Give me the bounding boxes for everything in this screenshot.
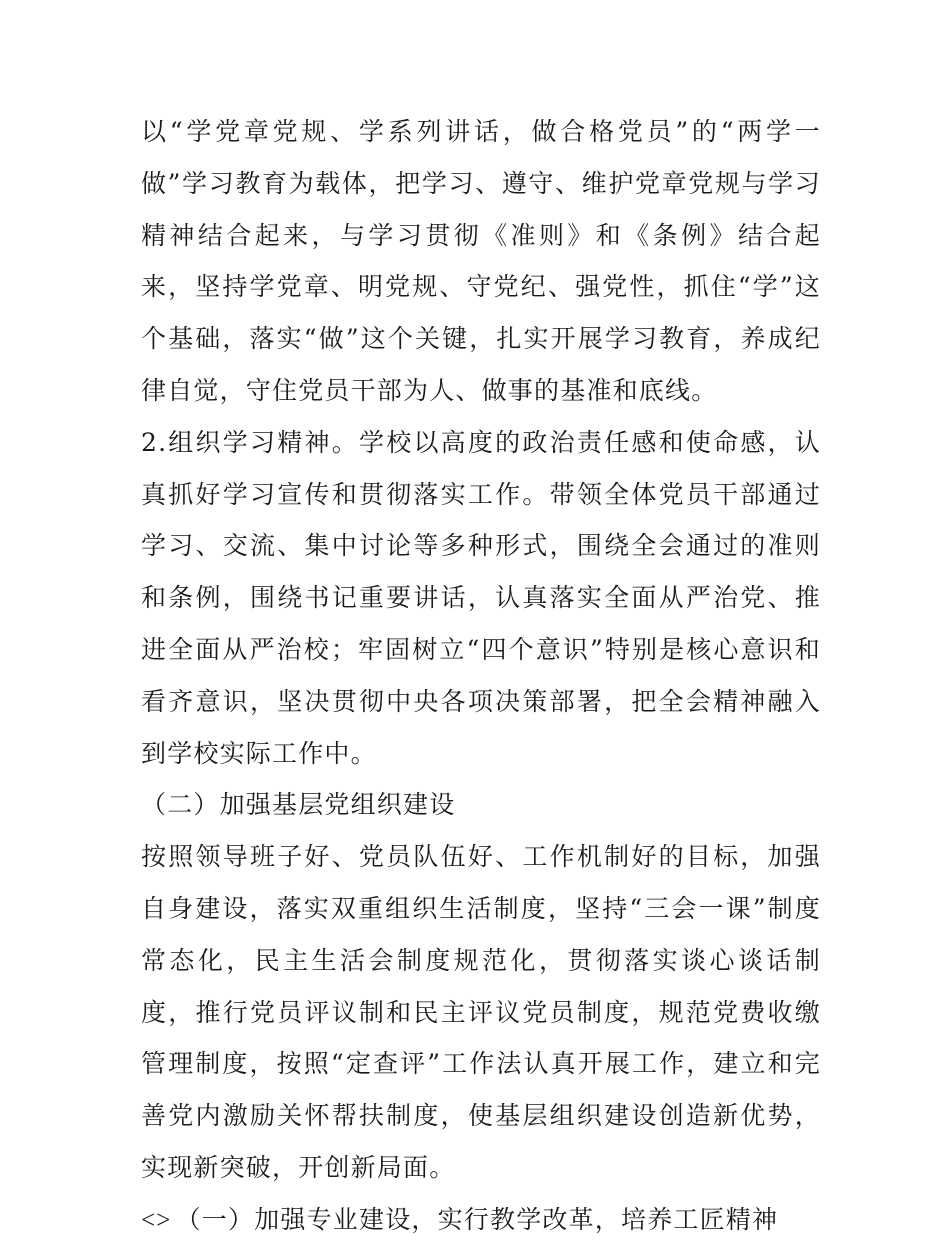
heading-marker: <> — [141, 1206, 172, 1234]
paragraph-two-studies-one-action: 以“学党章党规、学系列讲话，做合格党员”的“两学一做”学习教育为载体，把学习、遵守、维护党章党规与学习精神结合起来，与学习贯彻《准则》和《条例》结合起来，坚持学党章、明党规、守党纪、强党性，抓住“学”这个基础，落实“做”这个关键，扎实开展学习教育，养成纪律自觉，守住党员干部为人、做事的基准和底线。 — [141, 117, 821, 405]
section-heading-professional-text: （一）加强专业建设，实行教学改革，培养工匠精神 — [175, 1204, 779, 1234]
paragraph-study-spirit: 2.组织学习精神。学校以高度的政治责任感和使命感，认真抓好学习宣传和贯彻落实工作。带领全体党员干部通过学习、交流、集中讨论等多种形式，围绕全会通过的准则和条例，围绕书记重要讲话，认真落实全面从严治党、推进全面从严治校；牢固树立“四个意识”特别是核心意识和看齐意识，坚决贯彻中央各项决策部署，把全会精神融入到学校实际工作中。 — [141, 427, 821, 768]
section-heading-professional — [141, 1194, 821, 1247]
paragraph-grassroots-building: 按照领导班子好、党员队伍好、工作机制好的目标，加强自身建设，落实双重组织生活制度，坚持“三会一课”制度常态化，民主生活会制度规范化，贯彻落实谈心谈话制度，推行党员评议制和民主评议党员制度，规范党费收缴管理制度，按照“定查评”工作法认真开展工作，建立和完善党内激励关怀帮扶制度，使基层组织建设创造新优势，实现新突破，开创新局面。 — [141, 842, 821, 1182]
section-heading-grassroots: （二）加强基层党组织建设 — [141, 790, 456, 820]
document-body — [141, 106, 821, 1247]
